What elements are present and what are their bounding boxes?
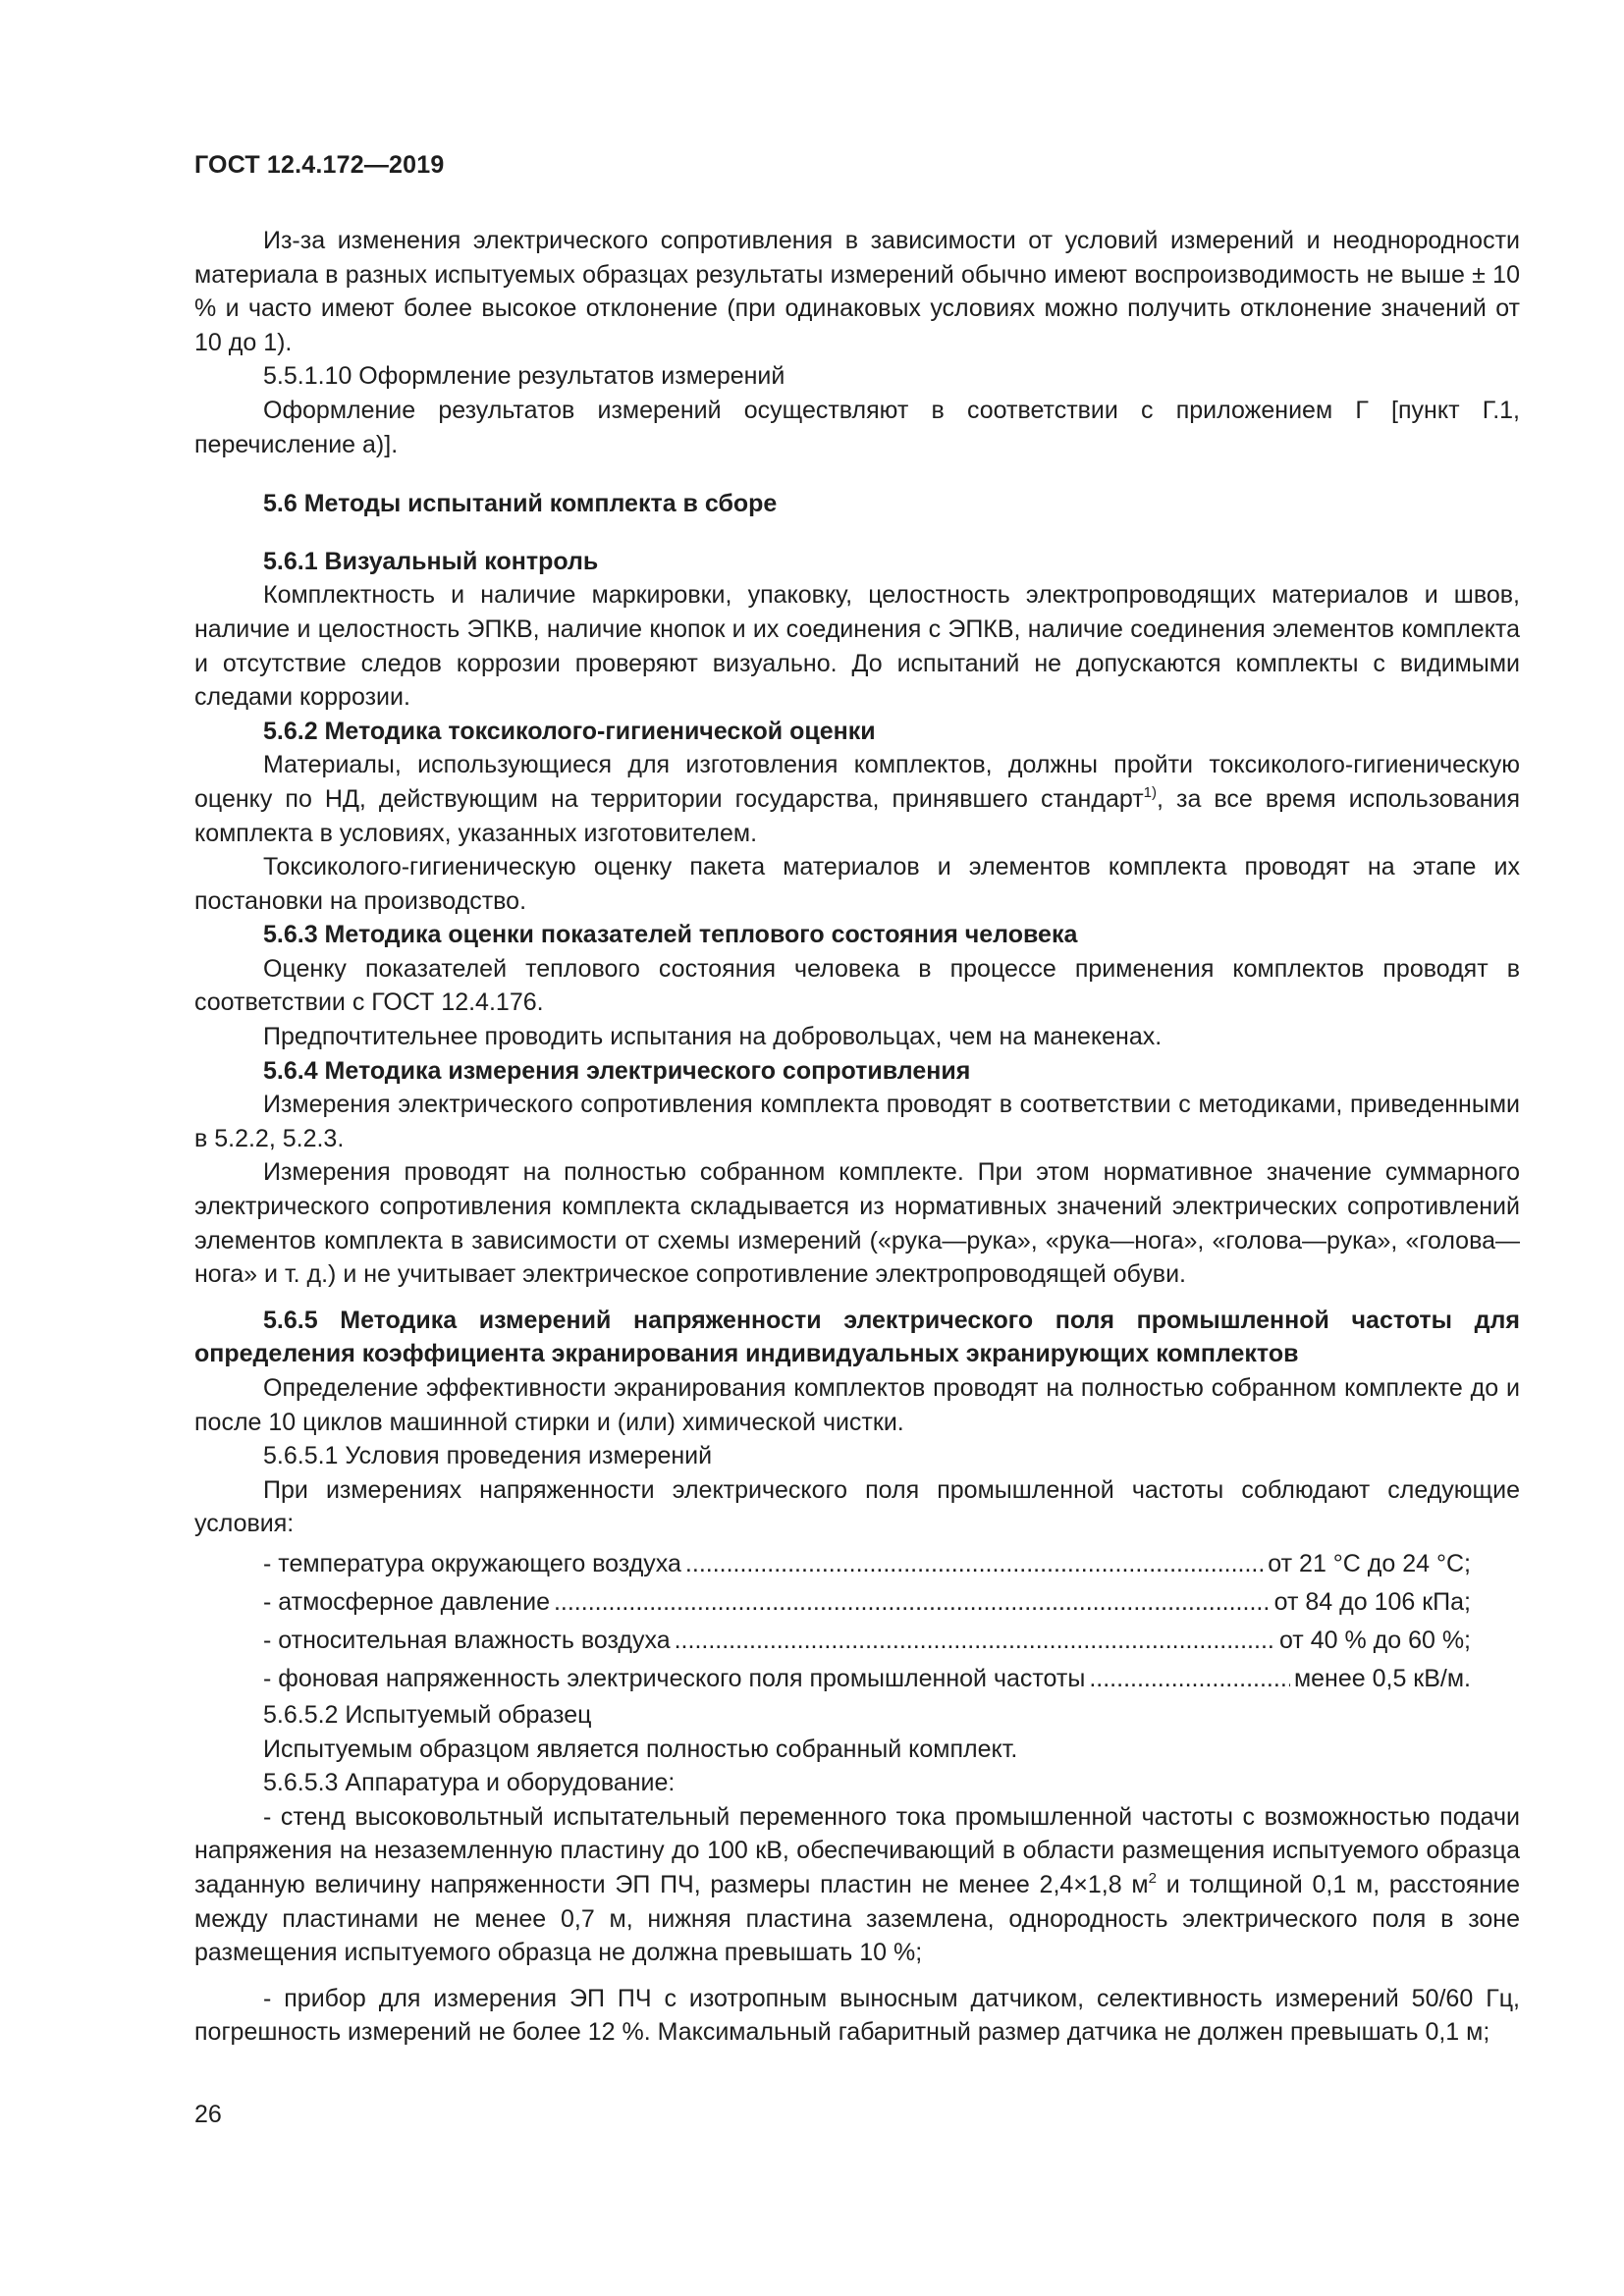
condition-label: - относительная влажность воздуха (263, 1626, 671, 1654)
section-5-6-2-text-b: , за все время использования комплекта в условиях, указанных изготовителем. (194, 784, 1520, 847)
clause-5-6-5-1-title: 5.6.5.1 Условия проведения измерений (263, 1442, 713, 1470)
section-5-6-1-text: Комплектность и наличие маркировки, упаковку, целостность электропроводящих материалов и швов, наличие и целостность ЭПКВ, наличие кнопок и их соединения с ЭПКВ, наличие соединения элементов комплекта и отсутствие следов коррозии проверяют визуально. До испытаний не допускаются комплекты с видимыми следами коррозии. (194, 581, 1520, 712)
section-5-6-3-text-1: Оценку показателей теплового состояния человека в процессе применения комплектов проводят в соответствии с ГОСТ 12.4.176. (194, 954, 1520, 1017)
clause-5-5-1-10-text: Оформление результатов измерений осуществляют в соответствии с приложением Г [пункт Г.1, перечисление а)]. (194, 396, 1520, 458)
equipment-item-stand-a: - стенд высоковольтный испытательный переменного тока промышленной частоты с возможностью подачи напряжения на незаземленную пластину до 100 кВ, обеспечивающий в области размещения испытуемого образца заданную величину напряженности ЭП ПЧ, размеры пластин не менее 2,4×1,8 м (194, 1802, 1520, 1898)
list-item (263, 1622, 1471, 1660)
section-5-6-3-heading: 5.6.3 Методика оценки показателей теплового состояния человека (263, 921, 1078, 949)
condition-label: - атмосферное давление (263, 1587, 550, 1616)
clause-5-6-5-2-text: Испытуемым образцом является полностью собранный комплект. (263, 1735, 1018, 1763)
condition-value: от 21 °С до 24 °С; (1268, 1549, 1471, 1577)
clause-5-6-5-1-text: При измерениях напряженности электрического поля промышленной частоты соблюдают следующие условия: (194, 1475, 1520, 1538)
condition-label: - температура окружающего воздуха (263, 1549, 681, 1577)
condition-value: менее 0,5 кВ/м. (1293, 1664, 1471, 1692)
dot-leader (1089, 1660, 1290, 1698)
clause-5-6-5-3-title: 5.6.5.3 Аппаратура и оборудование: (263, 1769, 676, 1797)
condition-value: от 40 % до 60 %; (1278, 1626, 1471, 1654)
dot-leader (554, 1583, 1271, 1622)
superscript-square: 2 (1148, 1869, 1157, 1887)
section-5-6-3-text-2: Предпочтительнее проводить испытания на добровольцах, чем на манекенах. (263, 1023, 1163, 1051)
page-number: 26 (194, 2101, 222, 2128)
section-5-6-2-text-a: Материалы, использующиеся для изготовления комплектов, должны пройти токсиколого-гигиеническую оценку по НД, действующим на территории государства, принявшего стандарт (194, 751, 1520, 813)
section-5-6-4-heading: 5.6.4 Методика измерения электрического сопротивления (263, 1056, 971, 1085)
condition-label: - фоновая напряженность электрического поля промышленной частоты (263, 1664, 1086, 1692)
equipment-item-stand-b: и толщиной 0,1 м, расстояние между пластинами не менее 0,7 м, нижняя пластина заземлена, однородность электрического поля в зоне размещения испытуемого образца не должна превышать 10 %; (194, 1870, 1520, 1967)
section-5-6-4-text-1: Измерения электрического сопротивления комплекта проводят в соответствии с методиками, приведенными в 5.2.2, 5.2.3. (194, 1091, 1520, 1152)
equipment-item-meter: - прибор для измерения ЭП ПЧ с изотропным выносным датчиком, селективность измерений 50/60 Гц, погрешность измерений не более 12 %. Максимальный габаритный размер датчика не должен превышать 0,1 м; (194, 1984, 1520, 2047)
page-content (194, 224, 1520, 2050)
measurement-conditions-list (194, 1545, 1520, 1698)
section-5-6-2-text-2: Токсиколого-гигиеническую оценку пакета материалов и элементов комплекта проводят на этапе их постановки на производство. (194, 853, 1520, 915)
list-item (263, 1583, 1471, 1622)
section-5-6-5-text-1: Определение эффективности экранирования комплектов проводят на полностью собранном комплекте до и после 10 циклов машинной стирки и (или) химической чистки. (194, 1374, 1520, 1436)
section-5-6-1-heading: 5.6.1 Визуальный контроль (263, 547, 599, 575)
dot-leader (685, 1545, 1264, 1583)
section-5-6-2-heading: 5.6.2 Методика токсиколого-гигиенической оценки (263, 717, 876, 745)
condition-value: от 84 до 106 кПа; (1273, 1587, 1471, 1616)
dot-leader (675, 1622, 1275, 1660)
clause-5-6-5-2-title: 5.6.5.2 Испытуемый образец (263, 1700, 592, 1729)
document-header: ГОСТ 12.4.172—2019 (194, 151, 445, 179)
list-item (263, 1545, 1471, 1583)
section-5-6-4-text-2: Измерения проводят на полностью собранном комплекте. При этом нормативное значение суммарного электрического сопротивления комплекта складывается из нормативных значений электрических сопротивлений элементов комплекта в зависимости от схемы измерений («рука—рука», «рука—нога», «голова—рука», «голова—нога» и т. д.) и не учитывает электрическое сопротивление электропроводящей обуви. (194, 1158, 1520, 1289)
clause-5-5-1-10-title: 5.5.1.10 Оформление результатов измерений (263, 362, 785, 391)
section-5-6-5-heading: 5.6.5 Методика измерений напряженности электрического поля промышленной частоты для определения коэффициента экранирования индивидуальных экранирующих комплектов (194, 1306, 1520, 1368)
equipment-item-stand (194, 1800, 1520, 1970)
section-5-6-heading: 5.6 Методы испытаний комплекта в сборе (263, 490, 778, 518)
list-item (263, 1660, 1471, 1698)
footnote-marker: 1) (1143, 783, 1158, 801)
paragraph-reproducibility: Из-за изменения электрического сопротивления в зависимости от условий измерений и неоднородности материала в разных испытуемых образцах результаты измерений обычно имеют воспроизводимость не выше ± 10 % и часто имеют более высокое отклонение (при одинаковых условиях можно получить отклонение значений от 10 до 1). (194, 227, 1520, 356)
section-5-6-2-text (194, 748, 1520, 850)
